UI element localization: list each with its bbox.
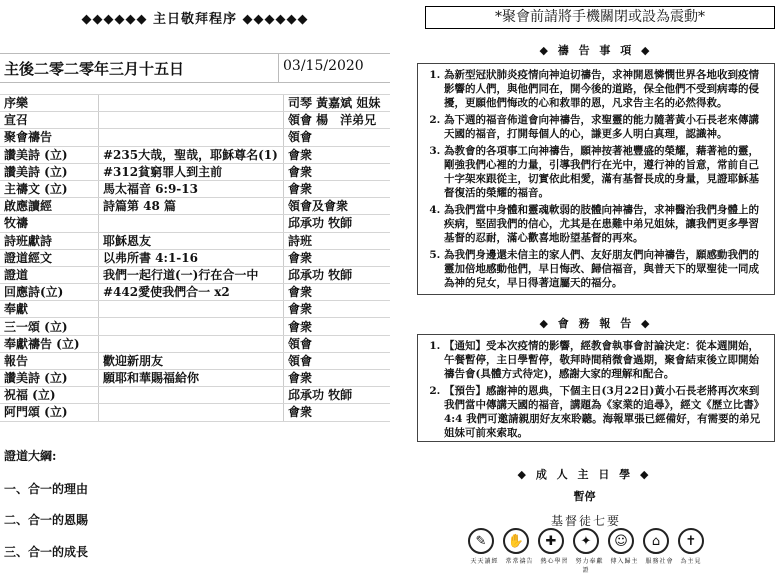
program-content: 詩篇第 48 篇 [99, 198, 284, 215]
order-of-worship-title: ◆◆◆◆◆◆ 主日敬拜程序 ◆◆◆◆◆◆ [81, 12, 309, 27]
program-leader: 領會 [284, 335, 391, 352]
report-item: 2. 【預告】感謝神的恩典，下個主日(3月22日)黃小石長老將再次來到我們當中傳講天國的福音，講題為《家業的追尋》，經文《歷立比書》4:4 我們可邀請親朋好友來聆聽。海報單張已經備好，有需要的弟兄姐妹可前來索取。 [444, 384, 768, 440]
program-leader: 領會 楊 洋弟兄 [284, 112, 391, 129]
program-content [99, 129, 284, 146]
program-content [99, 404, 284, 421]
program-content [99, 335, 284, 352]
program-leader: 會衆 [284, 146, 391, 163]
program-row [0, 215, 390, 232]
program-content [99, 112, 284, 129]
prayer-box [417, 63, 775, 295]
program-content: #442愛使我們合一 x2 [99, 284, 284, 301]
program-leader: 會衆 [284, 301, 391, 318]
outline-point: 一、合一的理由 [4, 482, 89, 496]
bible-reading-icon: ✎ [468, 528, 494, 554]
learning-icon: ✚ [538, 528, 564, 554]
sermon-outline-title: 證道大綱: [4, 449, 57, 463]
program-item: 證道經文 [0, 249, 99, 266]
program-item: 讚美詩 (立) [0, 370, 99, 387]
program-leader: 領會及會衆 [284, 198, 391, 215]
program-row [0, 95, 390, 112]
program-item: 三一頌 (立) [0, 318, 99, 335]
program-leader: 會衆 [284, 284, 391, 301]
program-row [0, 198, 390, 215]
program-row [0, 249, 390, 266]
date-row [0, 53, 390, 83]
program-leader: 詩班 [284, 232, 391, 249]
outline-point: 三、合一的成長 [4, 545, 89, 559]
program-item: 聚會禱告 [0, 129, 99, 146]
church-report-title: ◆ 會 務 報 告 ◆ [539, 317, 653, 330]
divider [278, 54, 279, 82]
program-item: 讚美詩 (立) [0, 146, 99, 163]
program-content: 我們一起行道(一)行在合一中 [99, 266, 284, 283]
program-table [0, 94, 390, 422]
program-row [0, 284, 390, 301]
program-item: 宣召 [0, 112, 99, 129]
date-chinese: 主後二零二零年三月十五日 [4, 60, 185, 78]
program-leader: 會衆 [284, 249, 391, 266]
program-item: 奉獻禱告 (立) [0, 335, 99, 352]
program-item: 回應詩(立) [0, 284, 99, 301]
program-row [0, 335, 390, 352]
program-content: 馬太福音 6:9-13 [99, 180, 284, 197]
program-row [0, 301, 390, 318]
prayer-icon: ✋ [503, 528, 529, 554]
program-content [99, 387, 284, 404]
seven-essentials-title: 基督徒七要 [550, 514, 621, 528]
program-item: 祝福 (立) [0, 387, 99, 404]
program-leader: 司琴 黃嘉斌 姐妹 [284, 95, 391, 112]
program-item: 證道 [0, 266, 99, 283]
prayer-item: 3. 為教會的各項事工向神禱告，願神按著祂豐盛的榮耀，藉著祂的靈，剛強我們心裡的力量，引導我們行在光中，遵行神的旨意，常前自己十字架來跟從主，切實依此相愛，滿有基督長成的身量，見證耶穌基督復活的榮耀的福音。 [444, 144, 768, 200]
program-row [0, 146, 390, 163]
seven-essentials-logos [468, 528, 704, 554]
program-leader: 會衆 [284, 404, 391, 421]
program-row [0, 352, 390, 369]
report-item: 1. 【通知】受本次疫情的影響，經教會執事會討論決定：從本週開始，午餐暫停，主日學暫停，敬拜時間稍微會過期，聚會結束後立即開始禱告會(具體方式待定)，感謝大家的理解和配合。 [444, 339, 768, 381]
program-row [0, 318, 390, 335]
program-item: 主禱文 (立) [0, 180, 99, 197]
program-content: #235大哉，聖哉，耶穌尊名(1) [99, 146, 284, 163]
program-row [0, 266, 390, 283]
program-leader: 領會 [284, 129, 391, 146]
program-content [99, 95, 284, 112]
program-item: 報告 [0, 352, 99, 369]
prayer-item: 4. 為我們當中身體和靈魂軟弱的肢體向神禱告，求神醫治我們身體上的疾病，堅固我們的信心，尤其是在患難中弟兄姐妹，讓我們更多學習基督的忍耐，滿心歡喜地盼望基督的再來。 [444, 203, 768, 245]
program-row [0, 370, 390, 387]
program-item: 奉獻 [0, 301, 99, 318]
offering-icon: ✦ [573, 528, 599, 554]
program-leader: 邱承功 牧師 [284, 266, 391, 283]
service-icon: ⌂ [643, 528, 669, 554]
church-report-box [417, 334, 775, 442]
program-leader: 邱承功 牧師 [284, 215, 391, 232]
program-content [99, 301, 284, 318]
program-content [99, 318, 284, 335]
evangelism-icon: ☺ [608, 528, 634, 554]
phone-notice: *聚會前請將手機關閉或設為震動* [425, 6, 775, 29]
program-content: 歡迎新朋友 [99, 352, 284, 369]
program-content: 以弗所書 4:1-16 [99, 249, 284, 266]
program-content: 願耶和華賜福給你 [99, 370, 284, 387]
program-content: 耶穌恩友 [99, 232, 284, 249]
program-row [0, 163, 390, 180]
program-row [0, 387, 390, 404]
program-row [0, 112, 390, 129]
program-leader: 會衆 [284, 163, 391, 180]
program-row [0, 180, 390, 197]
prayer-item: 2. 為下週的福音佈道會向神禱告，求聖靈的能力隨著黃小石長老來傳講天國的福音，打開每個人的心，謙更多人明白真理，認識神。 [444, 113, 768, 141]
program-item: 讚美詩 (立) [0, 163, 99, 180]
seven-essentials-captions: 天天讀經 常常禱告 熱心學習 努力奉獻 傳入歸主 服務社會 為主見證 [470, 558, 702, 574]
program-leader: 邱承功 牧師 [284, 387, 391, 404]
prayer-item: 5. 為我們身邊還未信主的家人們、友好朋友們向神禱告，願感動我們的靈加倍地感動他們，早日悔改、歸信福音，與普天下的眾聖徒一同成為神的兒女，早日得著這屬天的福分。 [444, 248, 768, 290]
prayer-item: 1. 為新型冠狀肺炎疫情向神迫切禱告，求神開恩憐憫世界各地收到疫情影響的人們，與他們同在，開今後的道路，保全他們不受到病毒的侵擾，更願他們悔改的心和救罪的恩，凡求告主名的必然得救。 [444, 68, 768, 110]
program-item: 詩班獻詩 [0, 232, 99, 249]
program-leader: 會衆 [284, 318, 391, 335]
program-leader: 領會 [284, 352, 391, 369]
program-item: 序樂 [0, 95, 99, 112]
outline-point: 二、合一的恩賜 [4, 513, 89, 527]
program-content: #312貧窮罪人到主前 [99, 163, 284, 180]
date-numeric: 03/15/2020 [283, 58, 364, 74]
prayer-title: ◆ 禱 告 事 項 ◆ [539, 44, 653, 57]
program-row [0, 129, 390, 146]
program-item: 阿門頌 (立) [0, 404, 99, 421]
program-leader: 會衆 [284, 180, 391, 197]
adult-school-status: 暫停 [573, 490, 596, 503]
program-item: 啟應讀經 [0, 198, 99, 215]
program-content [99, 215, 284, 232]
adult-school-title: ◆ 成 人 主 日 學 ◆ [517, 468, 652, 481]
program-row [0, 404, 390, 421]
witness-icon: ✝ [678, 528, 704, 554]
program-row [0, 232, 390, 249]
program-item: 牧禱 [0, 215, 99, 232]
program-leader: 會衆 [284, 370, 391, 387]
